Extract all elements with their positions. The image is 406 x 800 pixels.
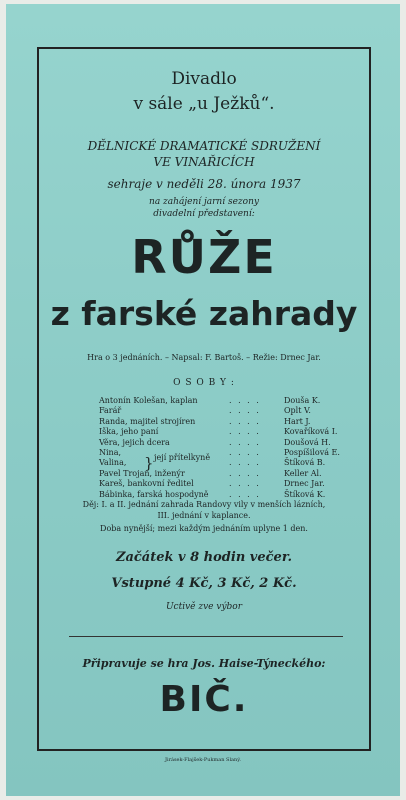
- friends-note: její přítelkyně: [154, 453, 211, 463]
- cast-row: Kareš, bankovní ředitel . . . . Drnec Jar.: [99, 479, 325, 489]
- performance-date: sehraje v neděli 28. února 1937: [107, 177, 301, 191]
- theatre-line-1: Divadlo: [171, 69, 237, 89]
- setting-line-1: Děj: I. a II. jednání zahrada Randovy vily v menších lázních,: [82, 500, 326, 509]
- time-note: Doba nynější; mezi každým jednáním uplyne 1 den.: [100, 524, 308, 533]
- start-time: Začátek v 8 hodin večer.: [115, 550, 293, 565]
- season-line-2: divadelní představení:: [153, 209, 255, 219]
- cast-row: Bábinka, farská hospodyně . . . . Štíková K.: [99, 489, 326, 499]
- poster-frame: [37, 47, 371, 751]
- cast-list: [99, 396, 359, 500]
- society-line-2: VE VINAŘICÍCH: [153, 155, 255, 169]
- cast-row: Věra, jejich dcera . . . . Doušová H.: [99, 437, 331, 447]
- committee-invite: Uctivě zve výbor: [165, 602, 243, 612]
- cast-heading: O S O B Y :: [173, 378, 235, 388]
- theatre-line-2: v sále „u Ježků“.: [133, 94, 275, 114]
- play-title-main: RŮŽE: [131, 230, 277, 284]
- cast-row: Nina, . . . . Pospíšilová E.: [99, 447, 340, 457]
- season-line-1: na zahájení jarní sezony: [149, 197, 259, 207]
- setting-line-2: III. jednání v kaplance.: [157, 511, 251, 520]
- cast-row: Iška, jeho paní . . . . Kovaříková I.: [99, 427, 338, 437]
- upcoming-play-note: Připravuje se hra Jos. Haise-Týneckého:: [82, 657, 326, 670]
- society-line-1: DĚLNICKÉ DRAMATICKÉ SDRUŽENÍ: [87, 139, 321, 153]
- admission-prices: Vstupné 4 Kč, 3 Kč, 2 Kč.: [111, 576, 297, 591]
- divider-rule: [69, 636, 343, 637]
- cast-row: Randa, majitel strojíren . . . . Hart J.: [99, 416, 311, 426]
- cast-row: Antonín Kolešan, kaplan . . . . Douša K.: [99, 396, 321, 405]
- printer-credit: Jirásek-Flajšek-Pukman Slaný.: [164, 757, 241, 763]
- play-credits: Hra o 3 jednáních. – Napsal: F. Bartoš. – Režie: Drnec Jar.: [87, 353, 321, 362]
- upcoming-play-title: BIČ.: [159, 679, 249, 720]
- cast-row: Farář . . . . Oplt V.: [99, 406, 311, 416]
- cast-row: Pavel Trojan, inženýr . . . . Keller Al.: [99, 468, 322, 478]
- cast-row: Valina, } její přítelkyně . . . . Štíková B.: [99, 453, 326, 473]
- play-title-sub: z farské zahrady: [50, 294, 358, 333]
- brace-symbol: }: [144, 454, 154, 473]
- poster-sheet: [6, 4, 400, 796]
